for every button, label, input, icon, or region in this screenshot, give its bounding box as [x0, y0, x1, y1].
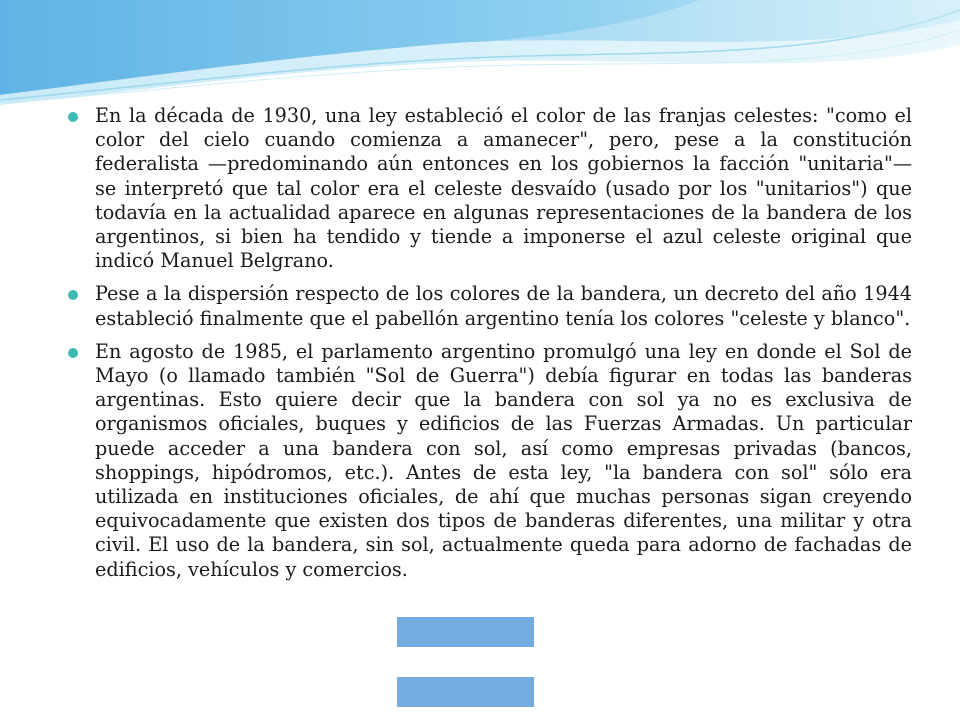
flag-stripe-bottom	[397, 677, 534, 707]
bullet-item	[68, 104, 912, 273]
bullet-text: Pese a la dispersión respecto de los colores de la bandera, un decreto del año 1944 estableció finalmente que el pabellón argentino tenía los colores "celeste y blanco".	[95, 282, 912, 330]
bullet-text: En agosto de 1985, el parlamento argentino promulgó una ley en donde el Sol de Mayo (o llamado también "Sol de Guerra") debía figurar en todas las banderas argentinas. Esto quiere decir que la bandera con sol ya no es exclusiva de organismos oficiales, buques y edificios de las Fuerzas Armadas. Un particular puede acceder a una bandera con sol, así como empresas privadas (bancos, shoppings, hipódromos, etc.). Antes de esta ley, "la bandera con sol" sólo era utilizada en instituciones oficiales, de ahí que muchas personas sigan creyendo equivocadamente que existen dos tipos de banderas diferentes, una militar y otra civil. El uso de la bandera, sin sol, actualmente queda para adorno de fachadas de edificios, vehículos y comercios.	[95, 339, 912, 581]
bullet-text: En la década de 1930, una ley estableció el color de las franjas celestes: "como el color del cielo cuando comienza a amanecer", pero, pese a la constitución federalista —predominando aún entonces en los gobiernos la facción "unitaria"— se interpretó que tal color era el celeste desvaído (usado por los "unitarios") que todavía en la actualidad aparece en algunas representaciones de la bandera de los argentinos, si bien ha tendido y tiende a imponerse el azul celeste original que indicó Manuel Belgrano.	[95, 104, 912, 273]
header-wave-decoration	[0, 0, 960, 120]
bullet-icon	[68, 290, 78, 300]
bullet-icon	[68, 112, 78, 122]
bullet-icon	[68, 348, 78, 358]
bullet-item	[68, 282, 912, 330]
argentina-flag-image	[397, 617, 534, 707]
flag-stripe-middle	[397, 647, 534, 677]
bullet-item	[68, 340, 912, 582]
bullet-list	[68, 104, 912, 591]
flag-stripe-top	[397, 617, 534, 647]
